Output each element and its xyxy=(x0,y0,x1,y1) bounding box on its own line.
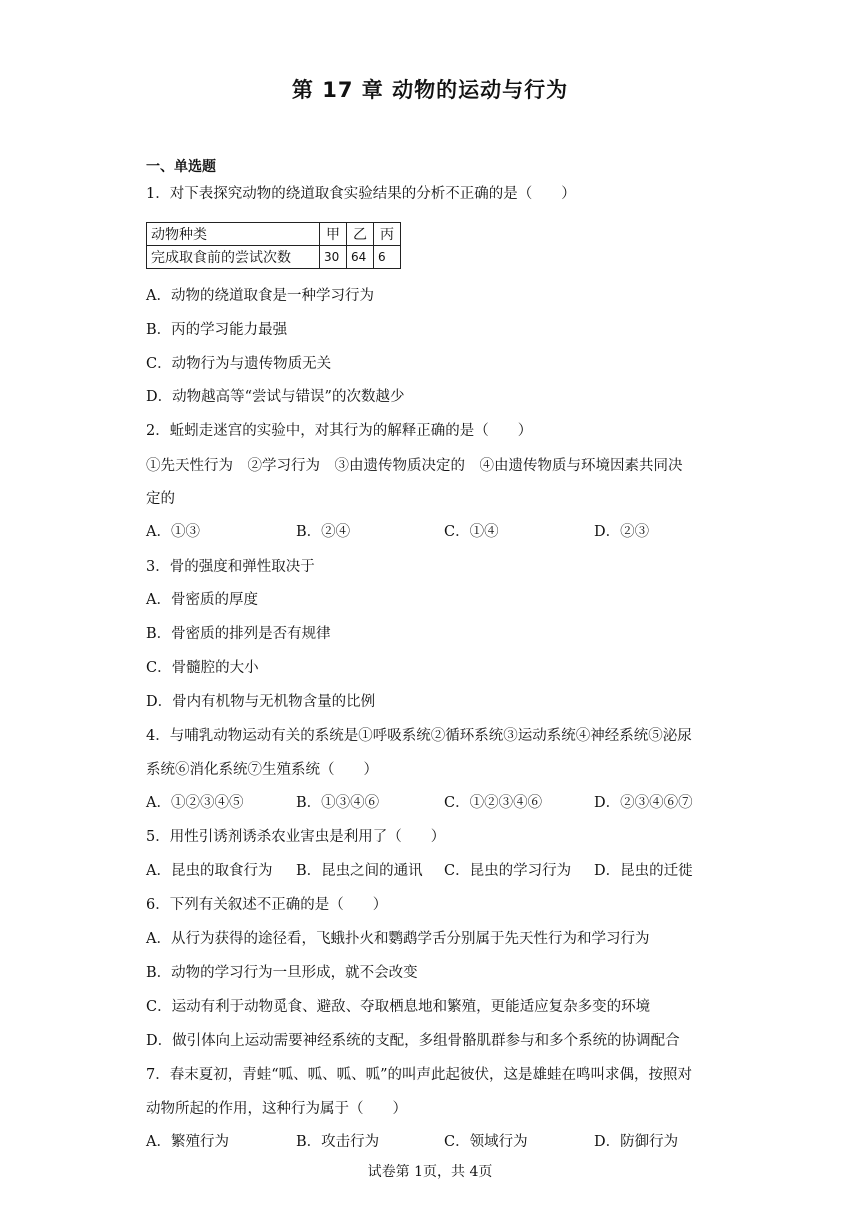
q2-stem: 2．蚯蚓走迷宫的实验中，对其行为的解释正确的是（ ） xyxy=(146,423,533,439)
q2-option-d: D．②③ xyxy=(594,524,650,540)
q4-stem-cont: 系统⑥消化系统⑦生殖系统（ ） xyxy=(146,762,378,778)
q5-option-a: A．昆虫的取食行为 xyxy=(146,863,273,879)
q6-option-a: A．从行为获得的途径看，飞蛾扑火和鹦鹉学舌分别属于先天性行为和学习行为 xyxy=(146,931,650,947)
q3-option-c: C．骨髓腔的大小 xyxy=(146,660,259,676)
page-footer: 试卷第 1页，共 4页 xyxy=(367,1164,493,1180)
table-cell: 6 xyxy=(374,246,401,269)
q4-option-d: D．②③④⑥⑦ xyxy=(594,795,693,811)
q5-option-d: D．昆虫的迁徙 xyxy=(594,863,693,879)
q7-stem: 7．春末夏初，青蛙“呱、呱、呱、呱”的叫声此起彼伏，这是雄蛙在鸣叫求偶，按照对 xyxy=(146,1067,693,1083)
q5-stem: 5．用性引诱剂诱杀农业害虫是利用了（ ） xyxy=(146,829,446,845)
q7-option-b: B．攻击行为 xyxy=(296,1134,380,1150)
table-col-1: 甲 xyxy=(320,223,347,246)
table-header-label: 动物种类 xyxy=(147,223,320,246)
q1-option-b: B．丙的学习能力最强 xyxy=(146,322,288,338)
q4-option-a: A．①②③④⑤ xyxy=(146,795,244,811)
q2-option-b: B．②④ xyxy=(296,524,351,540)
q3-option-d: D．骨内有机物与无机物含量的比例 xyxy=(146,694,376,710)
table-col-2: 乙 xyxy=(347,223,374,246)
q2-choices-line: ①先天性行为 ②学习行为 ③由遗传物质决定的 ④由遗传物质与环境因素共同决 xyxy=(146,458,683,474)
q1-option-a: A．动物的绕道取食是一种学习行为 xyxy=(146,288,374,304)
q7-option-a: A．繁殖行为 xyxy=(146,1134,229,1150)
q1-option-d: D．动物越高等“尝试与错误”的次数越少 xyxy=(146,389,405,405)
q3-option-a: A．骨密质的厚度 xyxy=(146,592,258,608)
q7-option-c: C．领域行为 xyxy=(444,1134,528,1150)
table-cell: 64 xyxy=(347,246,374,269)
q2-option-a: A．①③ xyxy=(146,524,200,540)
q4-option-b: B．①③④⑥ xyxy=(296,795,380,811)
q2-option-c: C．①④ xyxy=(444,524,499,540)
q3-option-b: B．骨密质的排列是否有规律 xyxy=(146,626,331,642)
q5-option-c: C．昆虫的学习行为 xyxy=(444,863,572,879)
section-heading: 一、单选题 xyxy=(146,159,216,175)
table-row xyxy=(147,246,401,269)
q5-option-b: B．昆虫之间的通讯 xyxy=(296,863,423,879)
table-row xyxy=(147,223,401,246)
q4-option-c: C．①②③④⑥ xyxy=(444,795,543,811)
q6-option-c: C．运动有利于动物觅食、避敌、夺取栖息地和繁殖，更能适应复杂多变的环境 xyxy=(146,999,651,1015)
table-row-label: 完成取食前的尝试次数 xyxy=(147,246,320,269)
q6-option-d: D．做引体向上运动需要神经系统的支配，多组骨骼肌群参与和多个系统的协调配合 xyxy=(146,1033,680,1049)
q6-option-b: B．动物的学习行为一旦形成，就不会改变 xyxy=(146,965,418,981)
page-title: 第 17 章 动物的运动与行为 xyxy=(291,78,569,102)
q4-stem: 4．与哺乳动物运动有关的系统是①呼吸系统②循环系统③运动系统④神经系统⑤泌尿 xyxy=(146,728,692,744)
q7-option-d: D．防御行为 xyxy=(594,1134,679,1150)
q1-stem: 1．对下表探究动物的绕道取食实验结果的分析不正确的是（ ） xyxy=(146,186,576,202)
q2-choices-line-cont: 定的 xyxy=(146,491,175,507)
results-table xyxy=(146,222,401,269)
q3-stem: 3．骨的强度和弹性取决于 xyxy=(146,559,315,575)
table-col-3: 丙 xyxy=(374,223,401,246)
q1-option-c: C．动物行为与遗传物质无关 xyxy=(146,356,332,372)
q6-stem: 6．下列有关叙述不正确的是（ ） xyxy=(146,897,388,913)
q7-stem-cont: 动物所起的作用，这种行为属于（ ） xyxy=(146,1101,407,1117)
table-cell: 30 xyxy=(320,246,347,269)
